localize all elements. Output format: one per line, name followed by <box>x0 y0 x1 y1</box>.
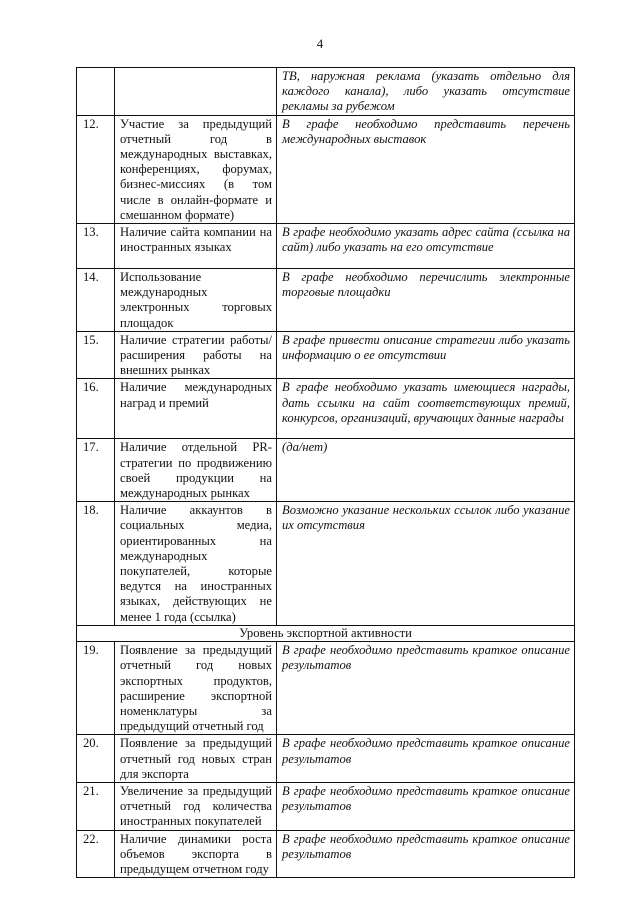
row-number: 17. <box>77 439 115 502</box>
row-description: В графе привести описание стратегии либо указать информацию о ее отсутствии <box>277 331 575 379</box>
table-row <box>77 269 575 332</box>
row-criterion: Участие за предыдущий отчетный год в международных выставках, конференциях, форумах, бизнес-миссиях (в том числе в онлайн-формате и смешанном формате) <box>115 115 277 223</box>
row-description: В графе необходимо указать имеющиеся награды, дать ссылки на сайт соответствующих премий, конкурсов, организаций, вручающих данные награды <box>277 379 575 439</box>
table-row <box>77 224 575 269</box>
row-number: 12. <box>77 115 115 223</box>
row-number: 14. <box>77 269 115 332</box>
table-row <box>77 642 575 735</box>
section-title: Уровень экспортной активности <box>77 625 575 641</box>
table-row <box>77 735 575 783</box>
criteria-table <box>76 67 575 878</box>
row-description: В графе необходимо представить краткое описание результатов <box>277 735 575 783</box>
row-criterion: Наличие сайта компании на иностранных языках <box>115 224 277 269</box>
row-number: 13. <box>77 224 115 269</box>
row-number: 15. <box>77 331 115 379</box>
row-number: 16. <box>77 379 115 439</box>
row-number <box>77 68 115 116</box>
row-criterion: Наличие стратегии работы/расширения работы на внешних рынках <box>115 331 277 379</box>
row-criterion: Увеличение за предыдущий отчетный год количества иностранных покупателей <box>115 782 277 830</box>
row-criterion <box>115 68 277 116</box>
table-row <box>77 115 575 223</box>
row-criterion: Наличие отдельной PR-стратегии по продвижению своей продукции на международных рынках <box>115 439 277 502</box>
table-row <box>77 439 575 502</box>
row-description: Возможно указание нескольких ссылок либо указание их отсутствия <box>277 502 575 626</box>
row-number: 20. <box>77 735 115 783</box>
table-row <box>77 68 575 116</box>
row-criterion: Использование международных электронных торговых площадок <box>115 269 277 332</box>
row-number: 19. <box>77 642 115 735</box>
page-number: 4 <box>316 36 324 51</box>
table-row <box>77 502 575 626</box>
row-description: В графе необходимо перечислить электронные торговые площадки <box>277 269 575 332</box>
row-criterion: Наличие международных наград и премий <box>115 379 277 439</box>
row-description: ТВ, наружная реклама (указать отдельно для каждого канала), либо указать отсутствие рекламы за рубежом <box>277 68 575 116</box>
row-description: (да/нет) <box>277 439 575 502</box>
row-criterion: Появление за предыдущий отчетный год новых стран для экспорта <box>115 735 277 783</box>
row-number: 22. <box>77 830 115 878</box>
table-row <box>77 782 575 830</box>
table-row <box>77 830 575 878</box>
section-row <box>77 625 575 641</box>
row-description: В графе необходимо указать адрес сайта (ссылка на сайт) либо указать на его отсутствие <box>277 224 575 269</box>
table-row <box>77 379 575 439</box>
row-number: 21. <box>77 782 115 830</box>
row-criterion: Появление за предыдущий отчетный год новых экспортных продуктов, расширение экспортной номенклатуры за предыдущий отчетный год <box>115 642 277 735</box>
row-criterion: Наличие динамики роста объемов экспорта в предыдущем отчетном году <box>115 830 277 878</box>
row-description: В графе необходимо представить краткое описание результатов <box>277 642 575 735</box>
row-description: В графе необходимо представить краткое описание результатов <box>277 830 575 878</box>
row-number: 18. <box>77 502 115 626</box>
table-row <box>77 331 575 379</box>
row-description: В графе необходимо представить перечень международных выставок <box>277 115 575 223</box>
row-criterion: Наличие аккаунтов в социальных медиа, ориентированных на международных покупателей, которые ведутся на иностранных языках, действующих не менее 1 года (ссылка) <box>115 502 277 626</box>
row-description: В графе необходимо представить краткое описание результатов <box>277 782 575 830</box>
